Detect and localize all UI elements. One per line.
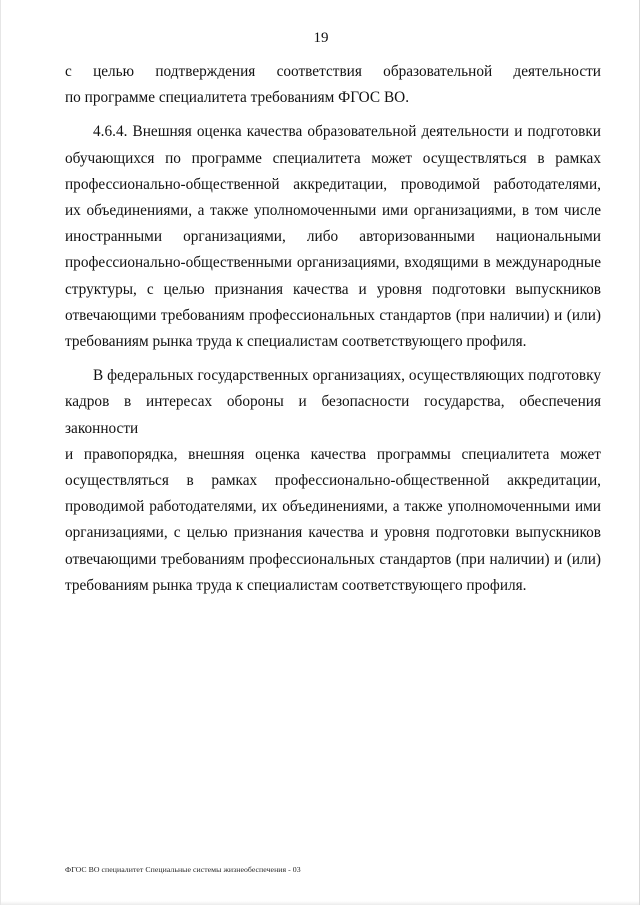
paragraph-continuation xyxy=(65,59,601,111)
text-line: отвечающими требованиям профессиональных стандартов (при наличии) и (или) xyxy=(65,550,601,568)
text-line: профессионально-общественными организациями, входящими в международные xyxy=(65,254,601,272)
text-line: кадров в интересах обороны и безопасности государства, обеспечения законности xyxy=(65,393,601,437)
text-line: обучающихся по программе специалитета может осуществляться в рамках xyxy=(65,149,601,167)
text-line: В федеральных государственных организациях, осуществляющих подготовку xyxy=(93,367,601,385)
text-line: иностранными организациями, либо авторизованными национальными xyxy=(65,228,601,246)
text-line: требованиям рынка труда к специалистам соответствующего профиля. xyxy=(65,576,527,594)
page-number: 19 xyxy=(313,30,329,46)
document-body xyxy=(65,59,601,599)
text-line: требованиям рынка труда к специалистам соответствующего профиля. xyxy=(65,333,527,351)
text-line: отвечающими требованиям профессиональных стандартов (при наличии) и (или) xyxy=(65,306,601,324)
text-line: осуществляться в рамках профессионально-общественной аккредитации, xyxy=(65,472,601,490)
text-line: и правопорядка, внешняя оценка качества программы специалитета может xyxy=(65,445,601,463)
text-line: структуры, с целью признания качества и уровня подготовки выпускников xyxy=(65,280,601,298)
text-line: по программе специалитета требованиям ФГОС ВО. xyxy=(65,89,410,107)
text-line: проводимой работодателями, их объединениями, а также уполномоченными ими xyxy=(65,498,601,516)
page-footer: ФГОС ВО специалитет Специальные системы жизнеобеспечения - 03 xyxy=(65,865,301,874)
text-line: организациями, с целью признания качества и уровня подготовки выпускников xyxy=(65,524,601,542)
text-line: их объединениями, а также уполномоченными ими организациями, в том числе xyxy=(65,202,601,220)
text-line: профессионально-общественной аккредитации, проводимой работодателями, xyxy=(65,175,601,193)
text-line: с целью подтверждения соответствия образовательной деятельности xyxy=(65,63,601,80)
text-line: 4.6.4. Внешняя оценка качества образовательной деятельности и подготовки xyxy=(93,123,601,141)
paragraph-federal-organizations xyxy=(65,363,601,599)
paragraph-external-assessment xyxy=(65,119,601,355)
